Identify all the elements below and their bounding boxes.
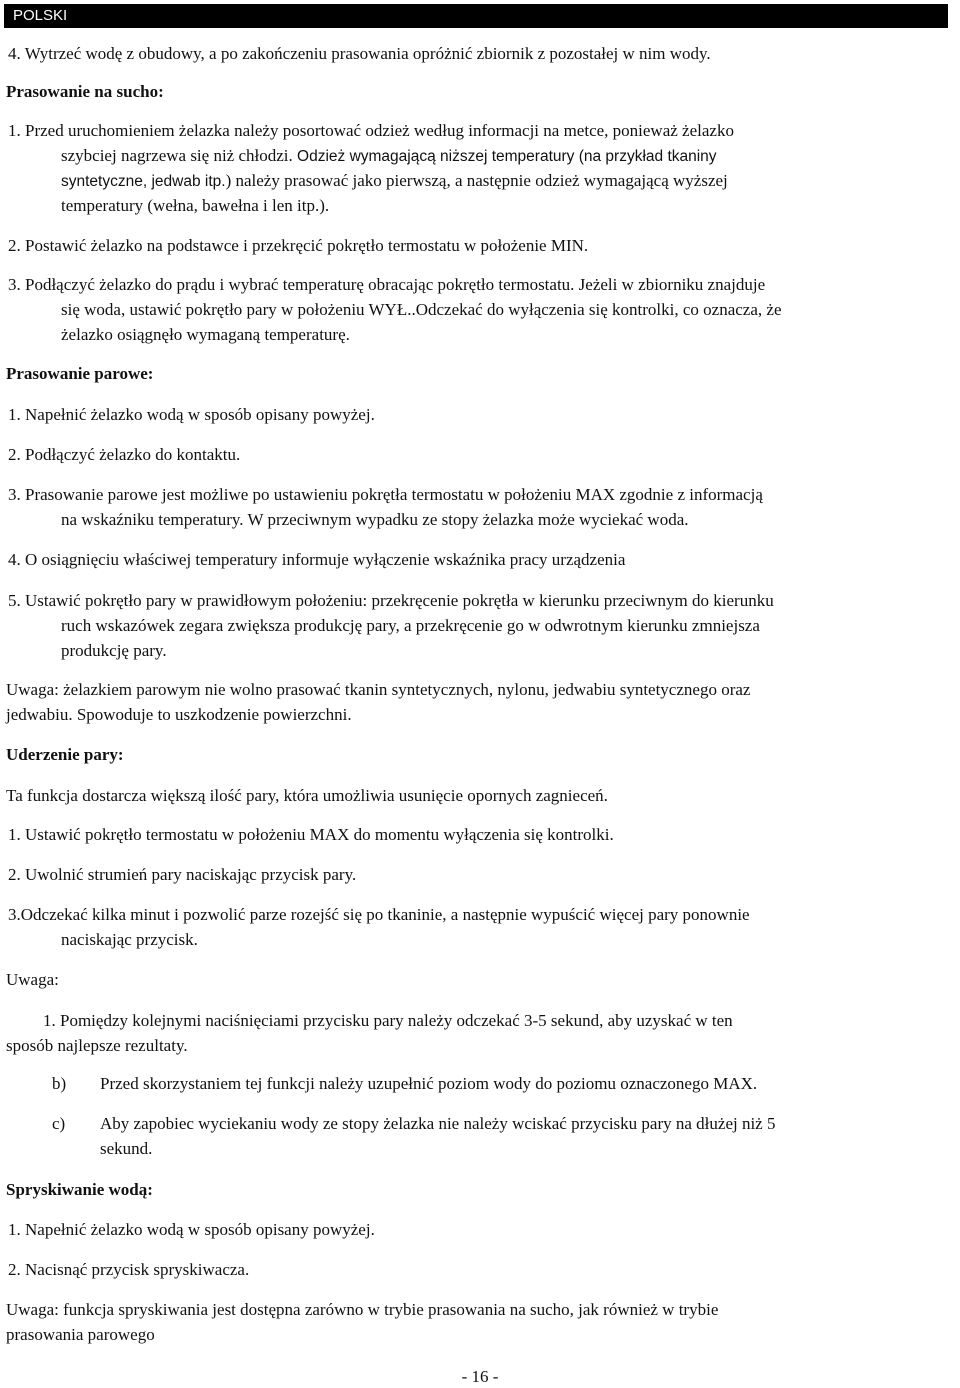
steam-step-4: 4. O osiągnięciu właściwej temperatury informuje wyłączenie wskaźnika pracy urządzenia [8, 550, 626, 569]
dry-ironing-heading: Prasowanie na sucho: [6, 82, 164, 101]
burst-step-3: 3.Odczekać kilka minut i pozwolić parze rozejść się po tkaninie, a następnie wypuścić więcej pary ponownie [8, 905, 750, 924]
steam-step-1: 1. Napełnić żelazko wodą w sposób opisany powyżej. [8, 405, 375, 424]
spray-heading: Spryskiwanie wodą: [6, 1180, 153, 1199]
burst-step-2: 2. Uwolnić strumień pary naciskając przycisk pary. [8, 865, 357, 884]
steam-step-5-cont: ruch wskazówek zegara zwiększa produkcję pary, a przekręcenie go w odwrotnym kierunku zmniejsza [61, 616, 760, 635]
steam-warning: Uwaga: żelazkiem parowym nie wolno prasować tkanin syntetycznych, nylonu, jedwabiu syntetycznego oraz [6, 680, 751, 699]
spray-step-2: 2. Nacisnąć przycisk spryskiwacza. [8, 1260, 250, 1279]
dry-step-3-cont: się woda, ustawić pokrętło pary w położeniu WYŁ..Odczekać do wyłączenia się kontrolki, co oznacza, że [61, 300, 782, 319]
burst-note-b-marker: b) [52, 1074, 67, 1093]
spray-note: Uwaga: funkcja spryskiwania jest dostępna zarówno w trybie prasowania na sucho, jak również w trybie [6, 1300, 719, 1319]
steam-burst-intro: Ta funkcja dostarcza większą ilość pary, która umożliwia usunięcie opornych zagnieceń. [6, 786, 608, 805]
dry-step-1: 1. Przed uruchomieniem żelazka należy posortować odzież według informacji na metce, ponieważ żelazko [8, 121, 734, 140]
page-number: - 16 - [461, 1367, 499, 1386]
burst-note-b: Przed skorzystaniem tej funkcji należy uzupełnić poziom wody do poziomu oznaczonego MAX. [100, 1074, 758, 1093]
burst-note-1-cont: sposób najlepsze rezultaty. [6, 1036, 188, 1055]
burst-step-1: 1. Ustawić pokrętło termostatu w położeniu MAX do momentu wyłączenia się kontrolki. [8, 825, 614, 844]
dry-step-2: 2. Postawić żelazko na podstawce i przekręcić pokrętło termostatu w położenie MIN. [8, 236, 589, 255]
steam-step-3-cont: na wskaźniku temperatury. W przeciwnym wypadku ze stopy żelazka może wyciekać woda. [61, 510, 689, 529]
wipe-water-step: 4. Wytrzeć wodę z obudowy, a po zakończeniu prasowania opróżnić zbiornik z pozostałej w nim wody. [8, 44, 711, 63]
dry-step-1-cont: szybciej nagrzewa się niż chłodzi. Odzież wymagającą niższej temperatury (na przykład tkaniny [61, 146, 717, 165]
dry-step-1-cont: syntetyczne, jedwab itp.) należy prasować jako pierwszą, a następnie odzież wymagającą wyższej [61, 171, 728, 190]
dry-step-3-cont: żelazko osiągnęło wymaganą temperaturę. [61, 325, 350, 344]
steam-step-2: 2. Podłączyć żelazko do kontaktu. [8, 445, 241, 464]
burst-note-label: Uwaga: [6, 970, 59, 989]
steam-ironing-heading: Prasowanie parowe: [6, 364, 154, 383]
steam-step-5: 5. Ustawić pokrętło pary w prawidłowym położeniu: przekręcenie pokrętła w kierunku przeciwnym do kierunku [8, 591, 774, 610]
steam-warning-cont: jedwabiu. Spowoduje to uszkodzenie powierzchni. [6, 705, 352, 724]
burst-note-c: Aby zapobiec wyciekaniu wody ze stopy żelazka nie należy wciskać przycisku pary na dłużej niż 5 [100, 1114, 776, 1133]
burst-step-3-cont: naciskając przycisk. [61, 930, 198, 949]
burst-note-1: 1. Pomiędzy kolejnymi naciśnięciami przycisku pary należy odczekać 3-5 sekund, aby uzyskać w ten [43, 1011, 733, 1030]
spray-step-1: 1. Napełnić żelazko wodą w sposób opisany powyżej. [8, 1220, 375, 1239]
language-header: POLSKI [4, 4, 948, 28]
burst-note-c-marker: c) [52, 1114, 66, 1133]
dry-step-1-cont: temperatury (wełna, bawełna i len itp.). [61, 196, 330, 215]
steam-step-5-cont: produkcję pary. [61, 641, 167, 660]
steam-step-3: 3. Prasowanie parowe jest możliwe po ustawieniu pokrętła termostatu w położeniu MAX zgodnie z informacją [8, 485, 763, 504]
steam-burst-heading: Uderzenie pary: [6, 745, 124, 764]
burst-note-c-cont: sekund. [100, 1139, 153, 1158]
dry-step-3: 3. Podłączyć żelazko do prądu i wybrać temperaturę obracając pokrętło termostatu. Jeżeli w zbiorniku znajduje [8, 275, 766, 294]
spray-note-cont: prasowania parowego [6, 1325, 155, 1344]
